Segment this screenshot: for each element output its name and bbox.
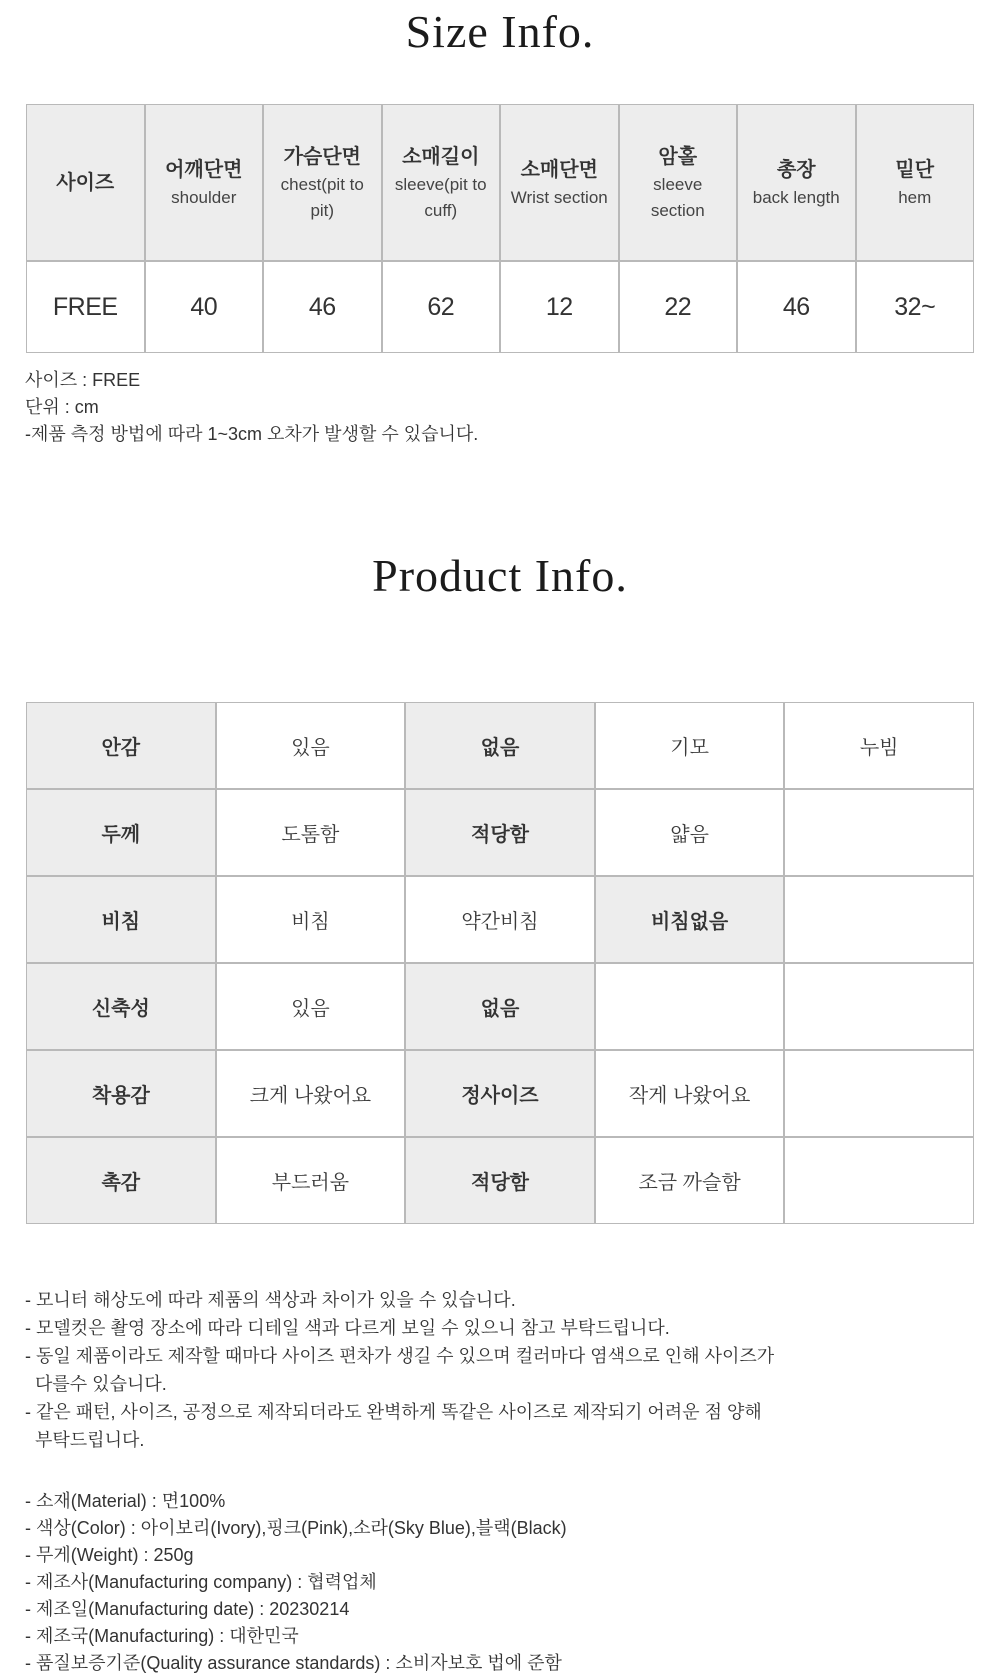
attribute-option: 약간비침 <box>405 876 595 963</box>
size-column-header-ko: 소매단면 <box>520 158 598 181</box>
size-column-header-1 <box>145 104 264 261</box>
size-column-header-5 <box>619 104 738 261</box>
product-detail-line: - 품질보증기준(Quality assurance standards) : 소비자보호 법에 준함 <box>25 1653 562 1673</box>
size-column-header-ko: 어깨단면 <box>165 158 243 181</box>
attribute-option: 얇음 <box>595 789 785 876</box>
size-value-cell: 46 <box>737 261 856 353</box>
size-value-cell: 46 <box>263 261 382 353</box>
size-table <box>26 104 974 353</box>
attribute-option-selected: 적당함 <box>405 789 595 876</box>
size-column-header-ko: 가슴단면 <box>283 145 361 168</box>
size-column-header-ko: 사이즈 <box>56 171 115 194</box>
product-notes <box>25 1286 1000 1454</box>
size-value-cell: 62 <box>382 261 501 353</box>
size-column-header-en: back length <box>752 187 840 207</box>
attribute-option-selected: 비침없음 <box>595 876 785 963</box>
attribute-option <box>784 963 974 1050</box>
product-detail-page <box>0 4 1000 1677</box>
product-note-line: 부탁드립니다. <box>25 1430 145 1450</box>
attribute-option: 비침 <box>216 876 406 963</box>
size-column-header-ko: 밑단 <box>895 158 935 181</box>
product-note-line: - 모니터 해상도에 따라 제품의 색상과 차이가 있을 수 있습니다. <box>25 1290 516 1310</box>
size-column-header-en: chest(pit to pit) <box>280 174 364 220</box>
product-info-title: Product Info. <box>372 550 628 601</box>
attribute-option-selected: 정사이즈 <box>405 1050 595 1137</box>
size-column-header-6 <box>737 104 856 261</box>
attribute-option-selected: 없음 <box>405 702 595 789</box>
product-attribute-row <box>26 876 974 963</box>
attribute-option-selected: 없음 <box>405 963 595 1050</box>
size-column-header-en: shoulder <box>171 187 237 207</box>
attribute-label: 착용감 <box>26 1050 216 1137</box>
size-column-header-ko: 총장 <box>776 158 816 181</box>
attribute-option-selected: 적당함 <box>405 1137 595 1224</box>
attribute-option: 있음 <box>216 702 406 789</box>
product-details <box>25 1488 1000 1677</box>
attribute-label: 신축성 <box>26 963 216 1050</box>
product-detail-line: - 제조사(Manufacturing company) : 협력업체 <box>25 1572 377 1592</box>
product-detail-line: - 소재(Material) : 면100% <box>25 1491 226 1511</box>
product-attribute-row <box>26 789 974 876</box>
size-notes <box>25 367 1000 448</box>
size-value-cell: FREE <box>26 261 145 353</box>
size-value-cell: 12 <box>500 261 619 353</box>
size-table-header-row <box>26 104 974 261</box>
size-table-header <box>26 104 974 261</box>
attribute-option: 부드러움 <box>216 1137 406 1224</box>
product-attribute-row <box>26 1050 974 1137</box>
product-detail-line: - 제조일(Manufacturing date) : 20230214 <box>25 1599 350 1619</box>
attribute-option: 조금 까슬함 <box>595 1137 785 1224</box>
size-note-line: -제품 측정 방법에 따라 1~3cm 오차가 발생할 수 있습니다. <box>25 424 479 444</box>
size-column-header-en: Wrist section <box>510 187 608 207</box>
product-note-line: - 동일 제품이라도 제작할 때마다 사이즈 편차가 생길 수 있으며 컬러마다 염색으로 인해 사이즈가 <box>25 1346 775 1366</box>
attribute-label: 두께 <box>26 789 216 876</box>
product-attribute-row <box>26 963 974 1050</box>
size-column-header-ko: 소매길이 <box>402 145 480 168</box>
attribute-option <box>595 963 785 1050</box>
product-note-line: 다를수 있습니다. <box>25 1374 167 1394</box>
attribute-option: 누빔 <box>784 702 974 789</box>
size-column-header-0 <box>26 104 145 261</box>
size-value-cell: 22 <box>619 261 738 353</box>
product-attributes-table <box>26 702 974 1224</box>
attribute-label: 안감 <box>26 702 216 789</box>
size-column-header-7 <box>856 104 975 261</box>
attribute-label: 촉감 <box>26 1137 216 1224</box>
attribute-option: 도톰함 <box>216 789 406 876</box>
product-table-body <box>26 702 974 1224</box>
size-column-header-en: hem <box>898 187 932 207</box>
attribute-option: 있음 <box>216 963 406 1050</box>
size-note-line: 사이즈 : FREE <box>25 370 141 390</box>
attribute-option <box>784 789 974 876</box>
attribute-option <box>784 1137 974 1224</box>
size-column-header-3 <box>382 104 501 261</box>
size-column-header-ko: 암홀 <box>658 145 698 168</box>
attribute-option <box>784 1050 974 1137</box>
attribute-label: 비침 <box>26 876 216 963</box>
product-detail-line: - 제조국(Manufacturing) : 대한민국 <box>25 1626 299 1646</box>
product-detail-line: - 무게(Weight) : 250g <box>25 1545 194 1565</box>
size-table-body <box>26 261 974 353</box>
size-table-row <box>26 261 974 353</box>
size-value-cell: 40 <box>145 261 264 353</box>
product-attribute-row <box>26 702 974 789</box>
attribute-option: 크게 나왔어요 <box>216 1050 406 1137</box>
attribute-option: 기모 <box>595 702 785 789</box>
product-attribute-row <box>26 1137 974 1224</box>
size-note-line: 단위 : cm <box>25 397 99 417</box>
size-column-header-en: sleeve section <box>650 174 705 220</box>
attribute-option <box>784 876 974 963</box>
size-value-cell: 32~ <box>856 261 975 353</box>
product-note-line: - 모델컷은 촬영 장소에 따라 디테일 색과 다르게 보일 수 있으니 참고 부탁드립니다. <box>25 1318 670 1338</box>
size-info-title: Size Info. <box>405 6 595 57</box>
product-detail-line: - 색상(Color) : 아이보리(Ivory),핑크(Pink),소라(Sky Blue),블랙(Black) <box>25 1518 567 1538</box>
size-column-header-4 <box>500 104 619 261</box>
size-column-header-2 <box>263 104 382 261</box>
product-note-line: - 같은 패턴, 사이즈, 공정으로 제작되더라도 완벽하게 똑같은 사이즈로 제작되기 어려운 점 양해 <box>25 1402 762 1422</box>
size-column-header-en: sleeve(pit to cuff) <box>394 174 487 220</box>
attribute-option: 작게 나왔어요 <box>595 1050 785 1137</box>
